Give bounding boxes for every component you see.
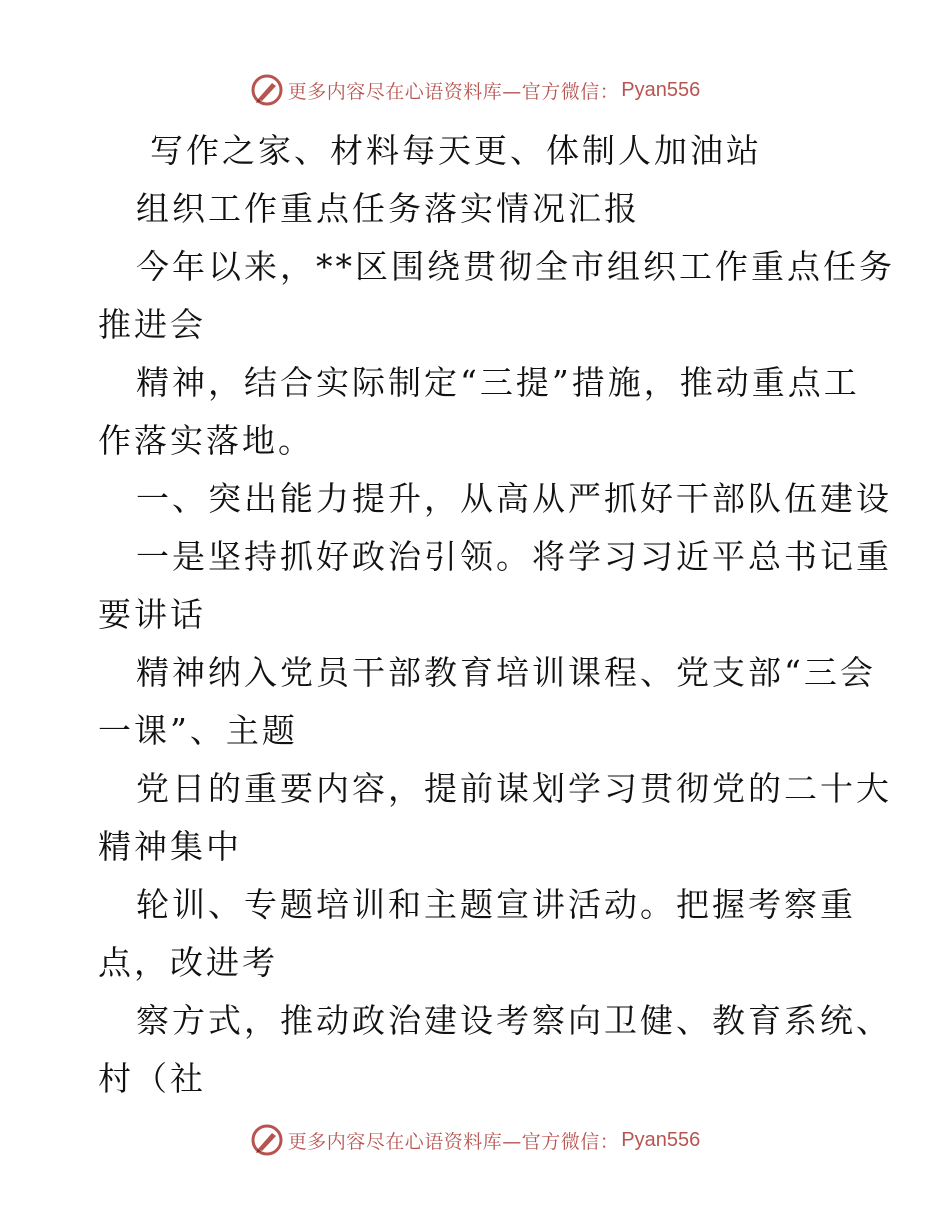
footer-watermark <box>0 1120 950 1160</box>
document-body <box>98 122 895 1108</box>
paragraph-line: 一是坚持抓好政治引领。将学习习近平总书记重 <box>136 537 892 576</box>
watermark-wechat-id: Pyan556 <box>621 78 701 101</box>
paragraph-line: 推进会 <box>98 305 206 344</box>
paragraph-line: 精神，结合实际制定“三提”措施，推动重点工 <box>136 363 860 402</box>
watermark-wechat-id: Pyan556 <box>621 1128 701 1151</box>
paragraph-line: 一课”、主题 <box>98 711 298 750</box>
paragraph-line: 点，改进考 <box>98 943 278 982</box>
pen-logo-icon <box>250 73 284 107</box>
paragraph-line: 党日的重要内容，提前谋划学习贯彻党的二十大 <box>136 769 892 808</box>
document-tagline: 写作之家、材料每天更、体制人加油站 <box>150 131 762 170</box>
paragraph-line: 精神集中 <box>98 827 242 866</box>
paragraph-line: 精神纳入党员干部教育培训课程、党支部“三会 <box>136 653 876 692</box>
header-watermark <box>0 70 950 110</box>
pen-logo-icon <box>250 1123 284 1157</box>
watermark-text: 更多内容尽在心语资料库—官方微信： <box>287 1130 620 1153</box>
section-heading: 一、突出能力提升，从高从严抓好干部队伍建设 <box>136 479 892 518</box>
paragraph-line: 轮训、专题培训和主题宣讲活动。把握考察重 <box>136 885 856 924</box>
watermark-text: 更多内容尽在心语资料库—官方微信： <box>287 80 620 103</box>
paragraph-line: 村（社 <box>98 1059 206 1098</box>
paragraph-line: 今年以来，**区围绕贯彻全市组织工作重点任务 <box>136 247 895 286</box>
document-title: 组织工作重点任务落实情况汇报 <box>136 189 640 228</box>
paragraph-line: 要讲话 <box>98 595 206 634</box>
paragraph-line: 察方式，推动政治建设考察向卫健、教育系统、 <box>136 1001 892 1040</box>
paragraph-line: 作落实落地。 <box>98 421 314 460</box>
